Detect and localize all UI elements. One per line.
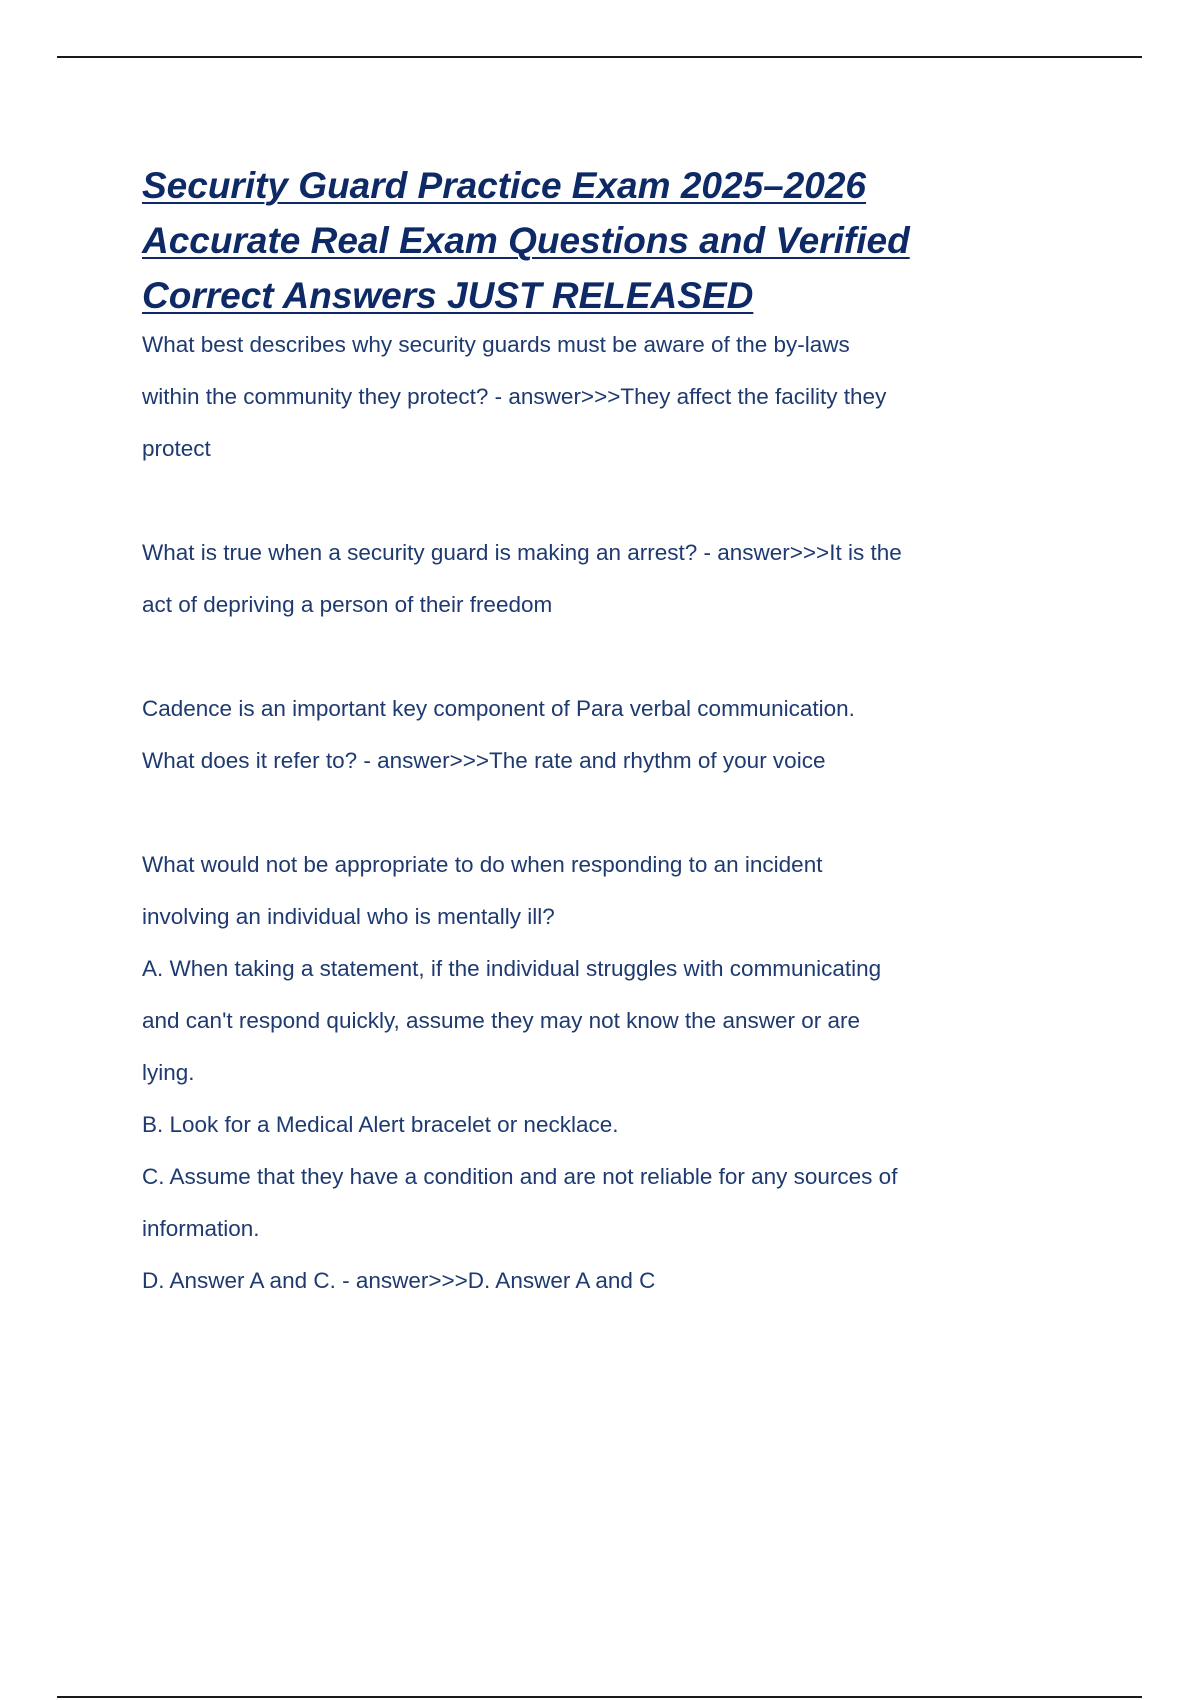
title-line: Security Guard Practice Exam 2025–2026: [142, 165, 867, 206]
title-line: Correct Answers JUST RELEASED: [142, 275, 754, 316]
answer-option-line: B. Look for a Medical Alert bracelet or necklace.: [142, 1112, 619, 1137]
answer-option-line: C. Assume that they have a condition and are not reliable for any sources of: [142, 1164, 898, 1189]
answer-option-line: D. Answer A and C. - answer>>>D. Answer A and C: [142, 1268, 656, 1293]
qa-item: [142, 527, 1042, 631]
document-title: [142, 158, 1042, 323]
qa-item: [142, 683, 1042, 787]
qa-item: [142, 839, 1042, 1307]
qa-line: What best describes why security guards must be aware of the by-laws: [142, 332, 850, 357]
qa-line: involving an individual who is mentally ill?: [142, 904, 555, 929]
qa-line: within the community they protect? - answer>>>They affect the facility they: [142, 384, 887, 409]
document-body: [142, 158, 1042, 1307]
answer-option-line: information.: [142, 1216, 260, 1241]
qa-item: [142, 319, 1042, 475]
qa-line: What would not be appropriate to do when responding to an incident: [142, 852, 823, 877]
answer-option-line: A. When taking a statement, if the individual struggles with communicating: [142, 956, 882, 981]
qa-line: act of depriving a person of their freedom: [142, 592, 553, 617]
title-line: Accurate Real Exam Questions and Verified: [142, 220, 910, 261]
answer-option-line: lying.: [142, 1060, 195, 1085]
qa-line: What does it refer to? - answer>>>The rate and rhythm of your voice: [142, 748, 826, 773]
qa-line: What is true when a security guard is making an arrest? - answer>>>It is the: [142, 540, 902, 565]
answer-option-line: and can't respond quickly, assume they may not know the answer or are: [142, 1008, 861, 1033]
qa-line: protect: [142, 436, 211, 461]
bottom-rule: [57, 1696, 1142, 1698]
qa-line: Cadence is an important key component of Para verbal communication.: [142, 696, 855, 721]
top-rule: [57, 56, 1142, 58]
